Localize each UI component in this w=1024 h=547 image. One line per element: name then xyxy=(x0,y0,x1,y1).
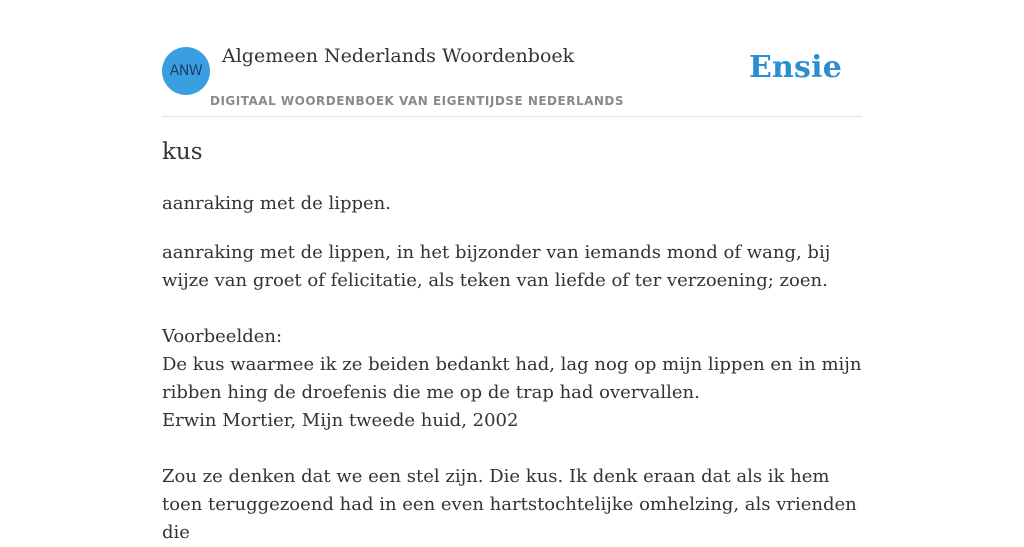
example-text: De kus waarmee ik ze beiden bedankt had, lag nog op mijn lippen en in mijn ribben hing de droefenis die me op de trap had overvallen. xyxy=(162,354,862,403)
short-definition: aanraking met de lippen. xyxy=(162,193,391,214)
dictionary-title[interactable]: Algemeen Nederlands Woordenboek xyxy=(222,45,575,67)
logo-text: ANW xyxy=(169,63,203,79)
content xyxy=(162,0,862,543)
anw-logo[interactable] xyxy=(162,47,210,95)
headword: kus xyxy=(162,139,203,165)
examples-heading: Voorbeelden: xyxy=(162,326,283,347)
site-header xyxy=(162,0,862,117)
full-definition: aanraking met de lippen, in het bijzonder van iemands mond of wang, bij wijze van groet of felicitatie, als teken van liefde of ter verzoening; zoen. xyxy=(162,242,831,291)
example-source: Erwin Mortier, Mijn tweede huid, 2002 xyxy=(162,410,519,431)
dictionary-subtitle: DIGITAAL WOORDENBOEK VAN EIGENTIJDSE NEDERLANDS xyxy=(210,94,625,108)
ensie-brand-link[interactable]: Ensie xyxy=(748,50,842,85)
example-text: Zou ze denken dat we een stel zijn. Die kus. Ik denk eraan dat als ik hem toen teruggezoend had in een even hartstochtelijke omhelzing, als vrienden die xyxy=(162,466,857,543)
entry-body xyxy=(162,239,862,547)
